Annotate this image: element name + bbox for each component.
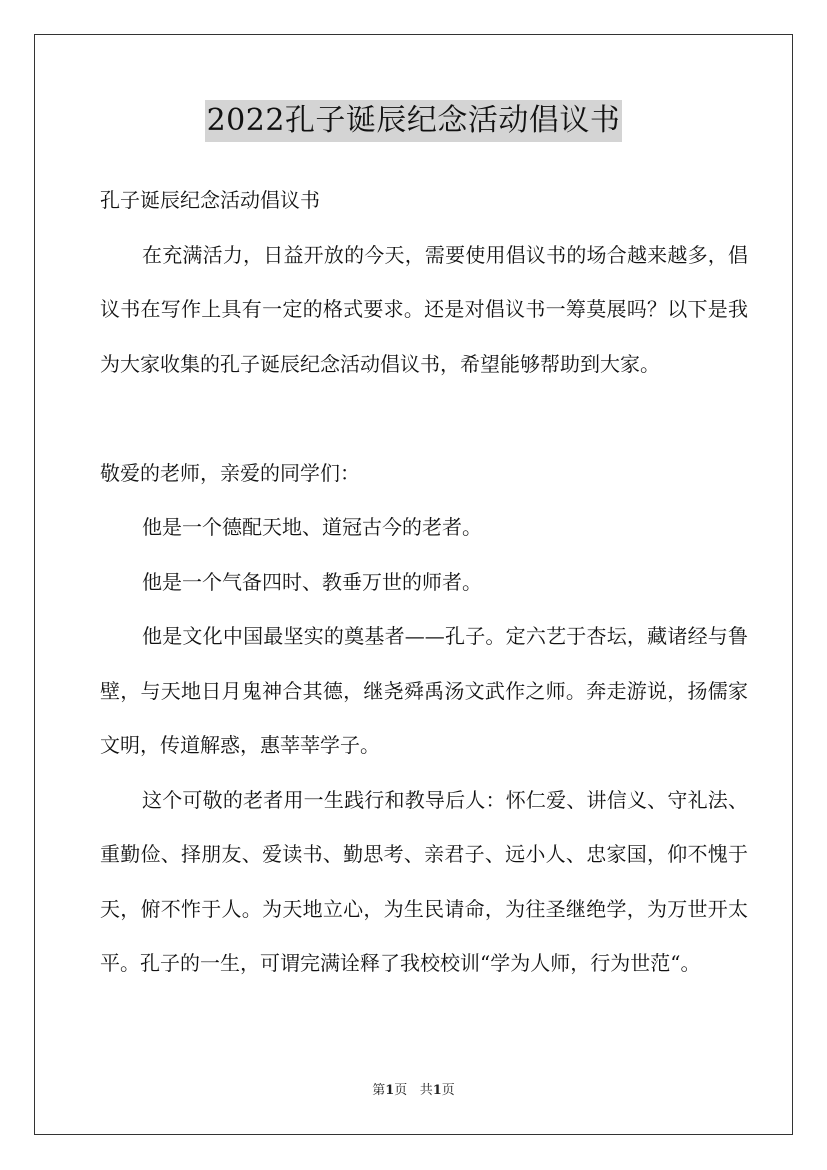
document-body: [100, 173, 748, 991]
total-page-number: 1: [432, 1083, 442, 1098]
page-indicator: 第1页: [372, 1083, 408, 1098]
body-paragraph-1: 他是一个德配天地、道冠古今的老者。: [142, 515, 482, 539]
body-paragraph-4: 这个可敬的老者用一生践行和教导后人：怀仁爱、讲信义、守礼法、重勤俭、择朋友、爱读书、勤思考、亲君子、远小人、忠家国，仰不愧于天，俯不怍于人。为天地立心，为生民请命，为往圣继绝学，为万世开太平。孔子的一生，可谓完满诠释了我校校训“学为人师，行为世范“。: [100, 787, 748, 975]
total-pages-indicator: 共1页: [419, 1083, 455, 1098]
page-footer: [0, 1082, 827, 1100]
document-subtitle: 孔子诞辰纪念活动倡议书: [100, 188, 320, 212]
intro-paragraph: 在充满活力，日益开放的今天，需要使用倡议书的场合越来越多，倡议书在写作上具有一定的格式要求。还是对倡议书一筹莫展吗？以下是我为大家收集的孔子诞辰纪念活动倡议书，希望能够帮助到大家。: [100, 242, 748, 376]
blank-line: [100, 391, 748, 446]
document-title: 2022孔子诞辰纪念活动倡议书: [205, 100, 623, 142]
salutation: 敬爱的老师，亲爱的同学们：: [100, 460, 360, 485]
body-paragraph-3: 他是文化中国最坚实的奠基者——孔子。定六艺于杏坛，藏诸经与鲁壁，与天地日月鬼神合其德，继尧舜禹汤文武作之师。奔走游说，扬儒家文明，传道解惑，惠莘莘学子。: [100, 624, 748, 757]
document-title-container: [0, 100, 827, 142]
body-paragraph-2: 他是一个气备四时、教垂万世的师者。: [142, 569, 482, 594]
current-page-number: 1: [385, 1083, 395, 1098]
